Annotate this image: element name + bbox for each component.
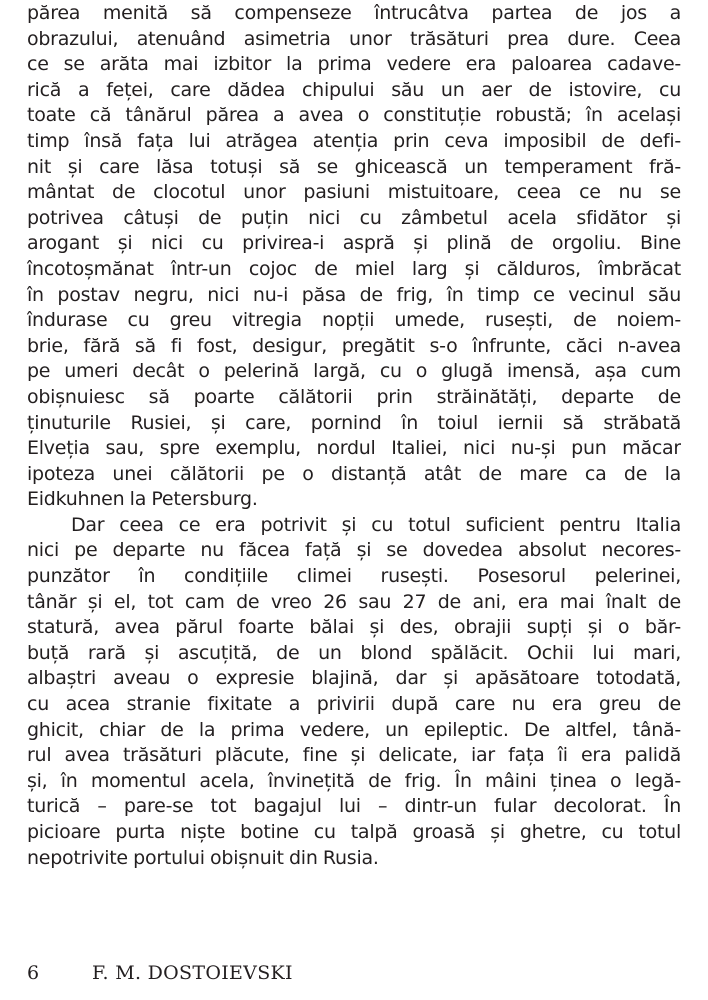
text-line: și, în momentul acela, învinețită de frig. În mâini ținea o legă- xyxy=(27,769,681,792)
text-line: Dar ceea ce era potrivit și cu totul suficient pentru Italia xyxy=(71,513,681,536)
text-line: nepotrivite portului obișnuit din Rusia. xyxy=(27,846,379,869)
text-line: ce se arăta mai izbitor la prima vedere era paloarea cadave- xyxy=(27,53,681,76)
text-line: arogant și nici cu privirea-i aspră și plină de orgoliu. Bine xyxy=(27,232,681,255)
text-line: cu acea stranie fixitate a privirii după care nu era greu de xyxy=(27,693,681,716)
paragraph-1 xyxy=(27,1,681,513)
text-line: încotoșmănat într-un cojoc de miel larg și călduros, îmbrăcat xyxy=(27,257,681,280)
page-number: 6 xyxy=(27,962,40,984)
text-line: ghicit, chiar de la prima vedere, un epileptic. De altfel, tână- xyxy=(27,718,681,741)
text-line: brie, fără să fi fost, desigur, pregătit s-o înfrunte, căci n-avea xyxy=(27,334,681,357)
text-line: îndurase cu greu vitregia nopții umede, rusești, de noiem- xyxy=(27,309,681,332)
text-line: rul avea trăsături plăcute, fine și delicate, iar fața îi era palidă xyxy=(27,744,681,767)
text-line: în postav negru, nici nu-i păsa de frig, în timp ce vecinul său xyxy=(27,283,681,306)
text-line: potrivea câtuși de puțin nici cu zâmbetul acela sfidător și xyxy=(27,206,681,229)
text-line: statură, avea părul foarte bălai și des, obrajii supți și o băr- xyxy=(27,616,681,639)
text-line: buță rară și ascuțită, de un blond spălăcit. Ochii lui mari, xyxy=(27,641,681,664)
text-line: punzător în condițiile climei rusești. Posesorul pelerinei, xyxy=(27,565,681,588)
text-line: turică – pare-se tot bagajul lui – dintr-un fular decolorat. În xyxy=(27,795,681,818)
text-line: tânăr și el, tot cam de vreo 26 sau 27 de ani, era mai înalt de xyxy=(27,590,681,613)
text-line: toate că tânărul părea a avea o constituție robustă; în același xyxy=(27,104,681,127)
paragraph-2 xyxy=(27,513,681,871)
text-line: ipoteza unei călătorii pe o distanță atât de mare ca de la xyxy=(27,462,681,485)
text-line: obrazului, atenuând asimetria unor trăsături prea dure. Ceea xyxy=(27,27,681,50)
text-line: mântat de clocotul unor pasiuni mistuitoare, ceea ce nu se xyxy=(27,181,681,204)
text-line: timp însă fața lui atrăgea atenția prin ceva imposibil de defi- xyxy=(27,129,681,152)
text-line: rică a feței, care dădea chipului său un aer de istovire, cu xyxy=(27,78,681,101)
text-line: picioare purta niște botine cu talpă groasă și ghetre, cu totul xyxy=(27,821,681,843)
text-line: albaștri aveau o expresie blajină, dar și apăsătoare totodată, xyxy=(27,667,681,690)
body-text xyxy=(27,1,681,871)
text-line: pe umeri decât o pelerină largă, cu o glugă imensă, așa cum xyxy=(27,360,681,383)
text-line: părea menită să compenseze întrucâtva partea de jos a xyxy=(27,2,681,24)
text-line: Eidkuhnen la Petersburg. xyxy=(27,488,258,511)
running-head-author: F. M. DOSTOIEVSKI xyxy=(92,962,293,984)
text-line: ținuturile Rusiei, și care, pornind în toiul iernii să străbată xyxy=(27,411,681,434)
page-footer xyxy=(0,962,708,992)
text-line: nit și care lăsa totuși să se ghicească un temperament fră- xyxy=(27,155,681,178)
text-line: nici pe departe nu făcea față și se dovedea absolut necores- xyxy=(27,539,681,562)
text-line: obișnuiesc să poarte călătorii prin străinătăți, departe de xyxy=(27,385,681,408)
text-line: Elveția sau, spre exemplu, nordul Italiei, nici nu-și pun măcar xyxy=(27,437,681,460)
